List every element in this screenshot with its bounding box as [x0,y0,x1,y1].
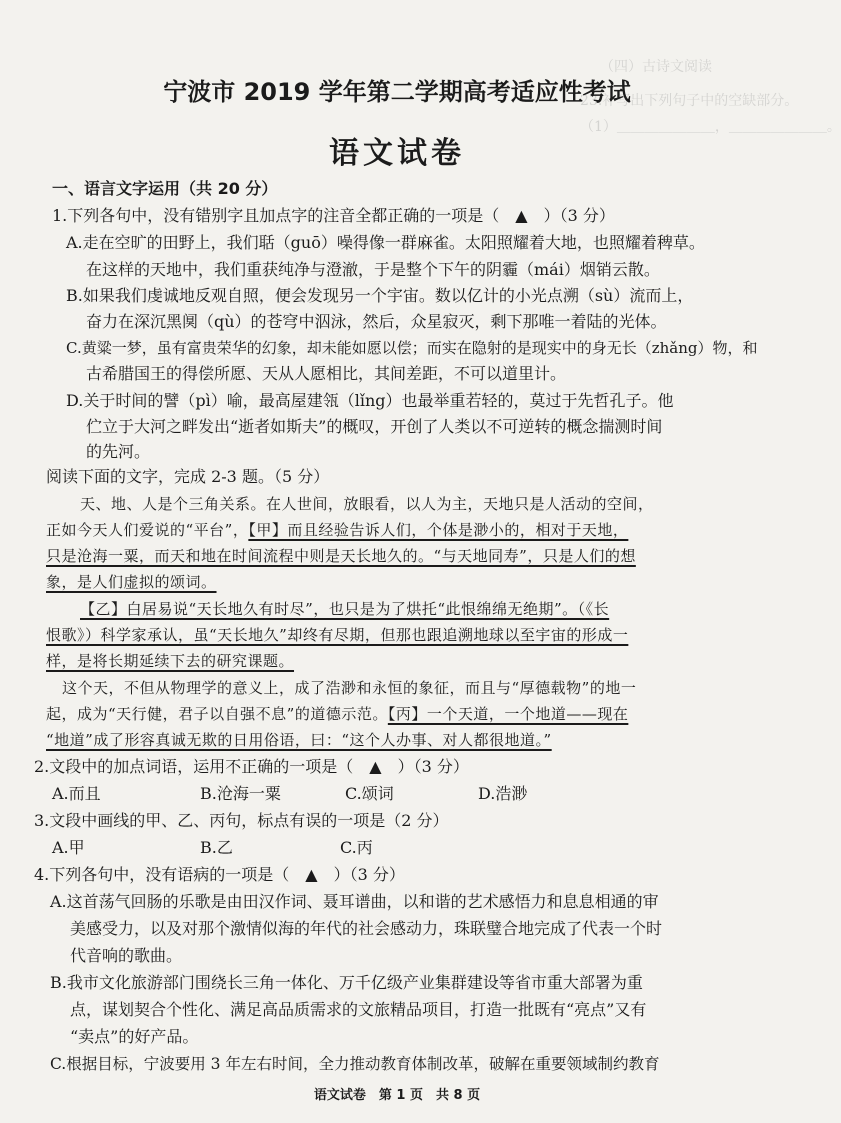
question-2-option-d: D.浩渺 [478,784,528,803]
underlined-sentence-bing: 【丙】一个天道，一个地道——现在 [387,705,629,723]
bleed-through-text: （四）古诗文阅读 [600,59,712,75]
question-4-option-a-cont: 代音响的歌曲。 [70,946,183,965]
question-4-option-b-cont: 点，谋划契合个性化、满足高品质需求的文旅精品项目，打造一批既有“亮点”又有 [70,1000,647,1019]
exam-title: 宁波市 2019 学年第二学期高考适应性考试 [163,78,631,106]
section-heading: 一、语言文字运用（共 20 分） [52,179,278,198]
exam-subtitle: 语文试卷 [329,136,465,171]
question-1-option-b-cont: 奋力在深沉黑阒（qù）的苍穹中泅泳，然后，众星寂灭，剩下那唯一着陆的光体。 [86,312,667,331]
passage-line [46,703,628,725]
underlined-sentence-jia-cont: 只是沧海一粟，而天和地在时间流程中则是天长地久的。“与天地同寿”，只是人们的想 [46,547,636,565]
question-2-option-b: B.沧海一粟 [200,784,281,803]
question-1-option-a: A.走在空旷的田野上，我们聒（guō）噪得像一群麻雀。太阳照耀着大地，也照耀着稗草。 [66,233,705,252]
page-footer: 语文试卷 第 1 页 共 8 页 [313,1088,481,1103]
question-4-option-a-cont: 美感受力，以及对那个激情似海的年代的社会感动力，珠联璧合地完成了代表一个时 [70,919,663,938]
reading-intro: 阅读下面的文字，完成 2-3 题。（5 分） [46,467,330,486]
passage-text: 起，成为“天行健，君子以自强不息”的道德示范。 [46,705,388,723]
question-2-option-c: C.颂词 [345,784,394,803]
question-4-option-a: A.这首荡气回肠的乐歌是由田汉作词、聂耳谱曲，以和谐的艺术感悟力和息息相通的审 [50,892,659,911]
question-3-option-c: C.丙 [340,838,373,857]
question-1-option-b: B.如果我们虔诚地反观自照，便会发现另一个宇宙。数以亿计的小光点溯（sù）流而上， [66,286,694,305]
question-1-stem: 1.下列各句中，没有错别字且加点字的注音全都正确的一项是（ ▲ ）（3 分） [52,206,615,225]
question-2-stem: 2.文段中的加点词语，运用不正确的一项是（ ▲ ）（3 分） [34,757,469,776]
underlined-sentence-yi: 【乙】白居易说“天长地久有时尽”，也只是为了烘托“此恨绵绵无绝期”。（《长 [80,600,610,618]
question-1-option-c: C.黄粱一梦，虽有富贵荣华的幻象，却未能如愿以偿；而实在隐射的是现实中的身无长（zhǎng）物，和 [66,339,758,357]
passage-line [46,519,628,541]
question-1-option-d: D.关于时间的譬（pì）喻，最高屋建瓴（lǐng）也最举重若轻的，莫过于先哲孔子。他 [66,391,674,410]
underlined-sentence-jia-cont: 象，是人们虚拟的颂词。 [46,573,217,591]
question-1-option-d-cont: 伫立于大河之畔发出“逝者如斯夫”的概叹，开创了人类以不可逆转的概念揣测时间 [86,417,663,436]
question-4-option-c: C.根据目标，宁波要用 3 年左右时间，全力推动教育体制改革，破解在重要领域制约教育 [50,1055,660,1073]
bleed-through-text: 23.补写出下列句子中的空缺部分。 [580,93,799,109]
question-4-option-b-cont: “卖点”的好产品。 [70,1027,199,1046]
question-4-option-b: B.我市文化旅游部门围绕长三角一体化、万千亿级产业集群建设等省市重大部署为重 [50,973,643,992]
passage-text: 正如今天人们爱说的“平台”， [46,521,249,539]
question-1-option-d-cont: 的先河。 [86,442,151,461]
question-3-option-b: B.乙 [200,838,233,857]
question-1-option-a-cont: 在这样的天地中，我们重获纯净与澄澈，于是整个下午的阴霾（mái）烟销云散。 [86,260,660,279]
question-4-stem: 4.下列各句中，没有语病的一项是（ ▲ ）（3 分） [34,865,405,884]
underlined-sentence-jia: 【甲】而且经验告诉人们，个体是渺小的，相对于天地， [248,521,629,539]
underlined-sentence-bing-cont: “地道”成了形容真诚无欺的日用俗语，曰：“这个人办事、对人都很地道。” [46,731,552,749]
bleed-through-text: （1）＿＿＿＿＿＿＿，＿＿＿＿＿＿＿。 [580,119,841,135]
question-1-option-c-cont: 古希腊国王的得偿所愿、天从人愿相比，其间差距，不可以道里计。 [86,364,567,383]
underlined-sentence-yi-cont: 恨歌》）科学家承认，虽“天长地久”却终有尽期，但那也跟追溯地球以至宇宙的形成一 [46,626,629,644]
passage-line: 天、地、人是个三角关系。在人世间，放眼看，以人为主，天地只是人活动的空间， [80,495,654,513]
underlined-sentence-yi-cont: 样，是将长期延续下去的研究课题。 [46,652,295,670]
question-2-option-a: A.而且 [52,784,101,803]
question-3-stem: 3.文段中画线的甲、乙、丙句，标点有误的一项是（2 分） [34,811,449,830]
passage-line: 这个天，不但从物理学的意义上，成了浩渺和永恒的象征，而且与“厚德载物”的地一 [62,679,637,697]
question-3-option-a: A.甲 [52,838,85,857]
